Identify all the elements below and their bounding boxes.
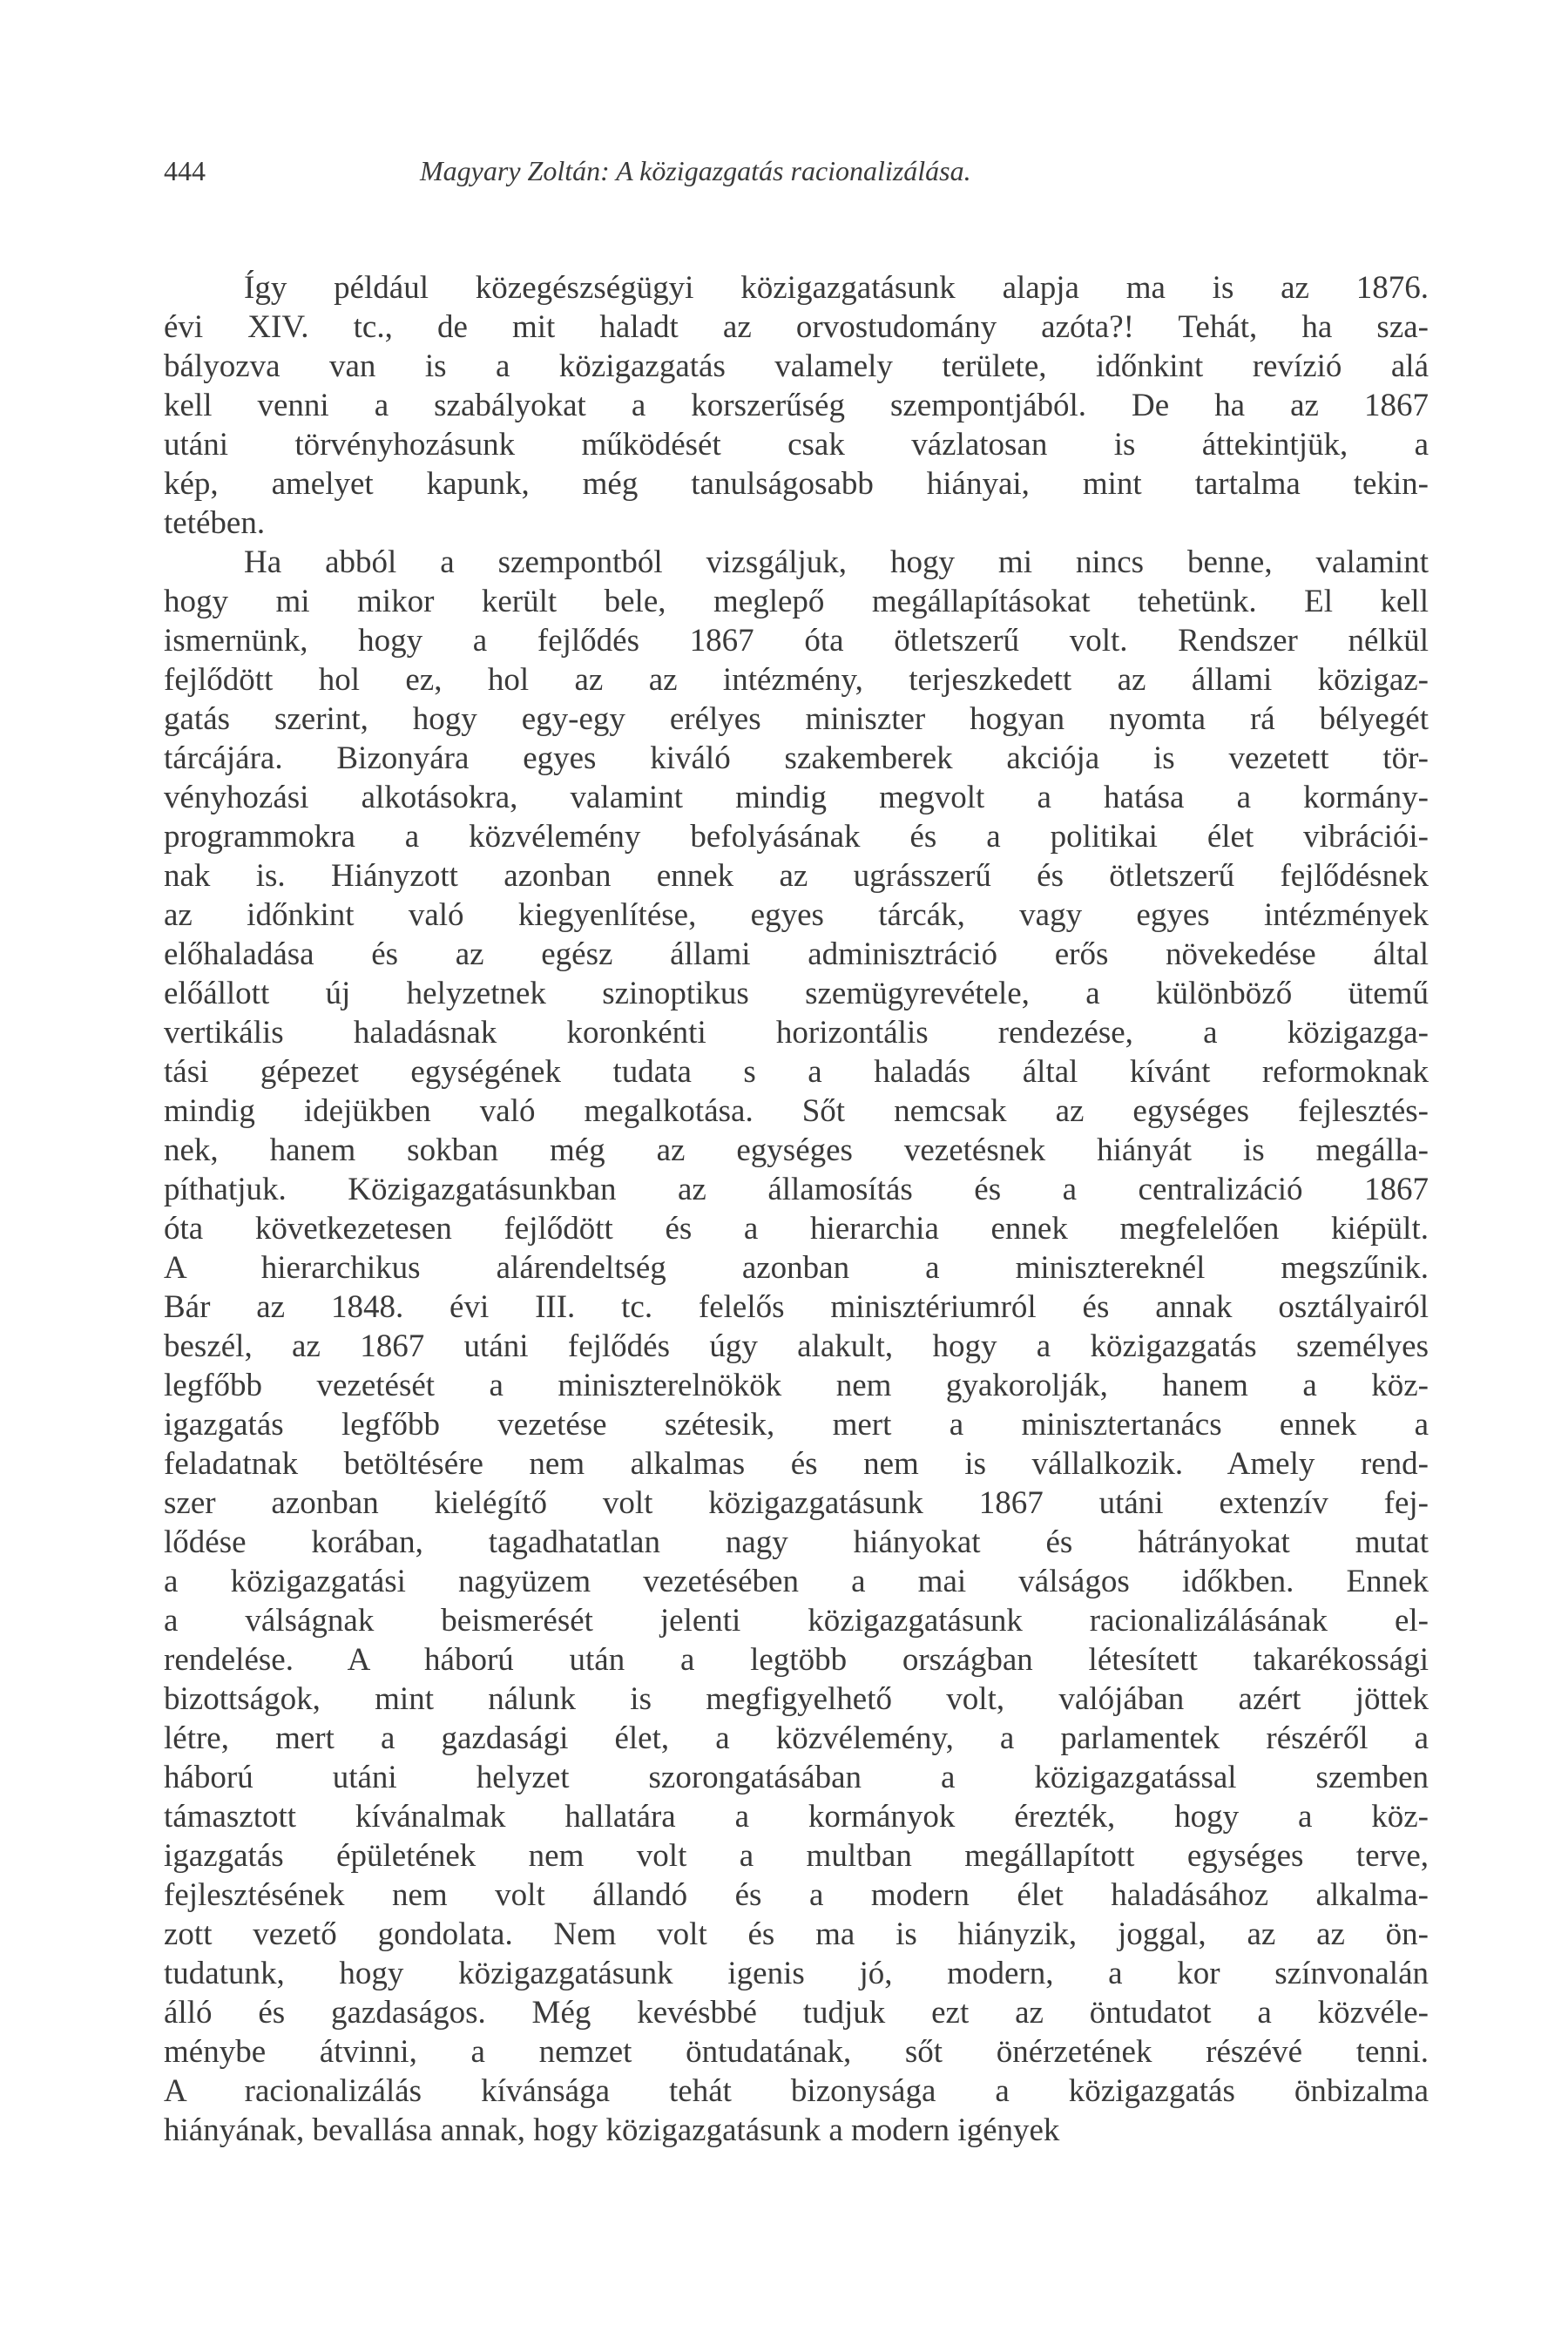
text-line: A hierarchikus alárendeltség azonban a minisztereknél megszűnik.: [164, 1250, 1429, 1286]
text-line: hiányának, bevallása annak, hogy közigazgatásunk a modern igények: [164, 2112, 1060, 2148]
text-line: programmokra a közvélemény befolyásának és a politikai élet vibrációi-: [164, 819, 1429, 855]
text-line: rendelése. A háború után a legtöbb országban létesített takarékossági: [164, 1642, 1429, 1678]
page-number: 444: [164, 155, 206, 186]
text-line: óta következetesen fejlődött és a hierarchia ennek megfelelően kiépült.: [164, 1211, 1429, 1247]
text-line: előhaladása és az egész állami adminisztráció erős növekedése által: [164, 936, 1429, 972]
text-line: nak is. Hiányzott azonban ennek az ugrásszerű és ötletszerű fejlődésnek: [164, 858, 1429, 894]
text-line: évi XIV. tc., de mit haladt az orvostudomány azóta?! Tehát, ha sza-: [164, 309, 1429, 345]
text-line: utáni törvényhozásunk működését csak vázlatosan is áttekintjük, a: [164, 427, 1429, 463]
text-line: Ha abból a szempontból vizsgáljuk, hogy mi nincs benne, valamint: [244, 544, 1429, 580]
text-line: fejlesztésének nem volt állandó és a modern élet haladásához alkalma-: [164, 1877, 1429, 1913]
running-head: [164, 150, 1429, 192]
text-line: nek, hanem sokban még az egységes vezetésnek hiányát is megálla-: [164, 1132, 1429, 1168]
text-line: píthatjuk. Közigazgatásunkban az államosítás és a centralizáció 1867: [164, 1172, 1429, 1207]
text-line: igazgatás legfőbb vezetése szétesik, mert a minisztertanács ennek a: [164, 1407, 1429, 1443]
text-line: igazgatás épületének nem volt a multban megállapított egységes terve,: [164, 1838, 1429, 1874]
text-line: Bár az 1848. évi III. tc. felelős minisztériumról és annak osztályairól: [164, 1289, 1429, 1325]
text-line: kép, amelyet kapunk, még tanulságosabb hiányai, mint tartalma tekin-: [164, 466, 1429, 502]
text-line: fejlődött hol ez, hol az az intézmény, terjeszkedett az állami közigaz-: [164, 662, 1429, 698]
paragraph: [164, 543, 1429, 2150]
text-line: vertikális haladásnak koronkénti horizontális rendezése, a közigazga-: [164, 1015, 1429, 1051]
text-line: gatás szerint, hogy egy-egy erélyes miniszter hogyan nyomta rá bélyegét: [164, 701, 1429, 737]
text-line: tárcájára. Bizonyára egyes kiváló szakemberek akciója is vezetett tör-: [164, 740, 1429, 776]
text-line: hogy mi mikor került bele, meglepő megállapításokat tehetünk. El kell: [164, 584, 1429, 619]
text-line: létre, mert a gazdasági élet, a közvélemény, a parlamentek részéről a: [164, 1720, 1429, 1756]
text-line: tudatunk, hogy közigazgatásunk igenis jó, modern, a kor színvonalán: [164, 1956, 1429, 1991]
text-line: zott vezető gondolata. Nem volt és ma is hiányzik, joggal, az az ön-: [164, 1916, 1429, 1952]
text-line: mindig idejükben való megalkotása. Sőt nemcsak az egységes fejlesztés-: [164, 1093, 1429, 1129]
text-line: a válságnak beismerését jelenti közigazgatásunk racionalizálásának el-: [164, 1603, 1429, 1639]
text-line: bizottságok, mint nálunk is megfigyelhető volt, valójában azért jöttek: [164, 1681, 1429, 1717]
text-line: lődése korában, tagadhatatlan nagy hiányokat és hátrányokat mutat: [164, 1524, 1429, 1560]
paragraph: [164, 268, 1429, 543]
text-line: tetében.: [164, 505, 266, 541]
text-line: előállott új helyzetnek szinoptikus szemügyrevétele, a különböző ütemű: [164, 976, 1429, 1011]
text-line: tási gépezet egységének tudata s a haladás által kívánt reformoknak: [164, 1054, 1429, 1090]
text-line: kell venni a szabályokat a korszerűség szempontjából. De ha az 1867: [164, 388, 1429, 423]
text-line: beszél, az 1867 utáni fejlődés úgy alakult, hogy a közigazgatás személyes: [164, 1328, 1429, 1364]
text-line: ismernünk, hogy a fejlődés 1867 óta ötletszerű volt. Rendszer nélkül: [164, 623, 1429, 659]
text-line: vényhozási alkotásokra, valamint mindig megvolt a hatása a kormány-: [164, 780, 1429, 815]
text-line: háború utáni helyzet szorongatásában a közigazgatással szemben: [164, 1760, 1429, 1795]
text-line: feladatnak betöltésére nem alkalmas és nem is vállalkozik. Amely rend-: [164, 1446, 1429, 1482]
text-line: álló és gazdaságos. Még kevésbbé tudjuk ezt az öntudatot a közvéle-: [164, 1995, 1429, 2031]
text-line: legfőbb vezetését a miniszterelnökök nem gyakorolják, hanem a köz-: [164, 1368, 1429, 1403]
text-line: A racionalizálás kívánsága tehát bizonysága a közigazgatás önbizalma: [164, 2073, 1429, 2109]
text-line: Így például közegészségügyi közigazgatásunk alapja ma is az 1876.: [244, 270, 1429, 306]
text-line: szer azonban kielégítő volt közigazgatásunk 1867 utáni extenzív fej-: [164, 1485, 1429, 1521]
text-line: ménybe átvinni, a nemzet öntudatának, sőt önérzetének részévé tenni.: [164, 2034, 1429, 2070]
running-title: Magyary Zoltán: A közigazgatás racionalizálása.: [420, 155, 971, 186]
text-line: a közigazgatási nagyüzem vezetésében a mai válságos időkben. Ennek: [164, 1564, 1429, 1599]
text-line: bályozva van is a közigazgatás valamely területe, időnkint revízió alá: [164, 348, 1429, 384]
body-text: [164, 268, 1429, 2150]
text-line: az időnkint való kiegyenlítése, egyes tárcák, vagy egyes intézmények: [164, 897, 1429, 933]
text-line: támasztott kívánalmak hallatára a kormányok érezték, hogy a köz-: [164, 1799, 1429, 1835]
